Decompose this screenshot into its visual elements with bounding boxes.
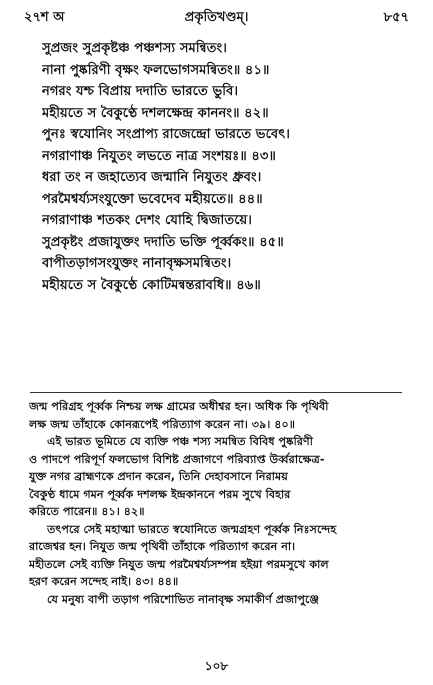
verse-line: নানা পুষ্করিণী বৃক্ষং ফলভোগসমন্বিতং॥ ৪১॥	[42, 62, 270, 78]
commentary-line: করিতে পারেন॥ ৪১। ৪২॥	[29, 505, 145, 518]
page-number: ৮৫৭	[383, 10, 409, 25]
verse-line: ধরা তং ন জহাত্যেব জন্মানি নিযুতং ধ্রুবং।	[42, 170, 262, 185]
verse-line: মহীয়তে স বৈকুণ্ঠে দশলক্ষেন্দ্র কাননং॥ ৪২॥	[42, 105, 269, 121]
book-title: প্রকৃতিখণ্ডম্।	[184, 10, 249, 25]
sanskrit-verses	[42, 38, 417, 296]
commentary-line: হরণ করেন সন্দেহ নাই। ৪৩। ৪৪॥	[29, 575, 179, 588]
verse-line: পরমৈশ্বর্য্যসংযুক্তো ভবেদেব মহীয়তে॥ ৪৪॥	[42, 191, 263, 207]
page-header	[24, 8, 409, 28]
verse-line: নগরাণাঞ্চ শতকং দেশং যোহি দ্বিজাতয়ে।	[42, 213, 253, 228]
verse-line: সুপ্রজং সুপ্রকৃষ্টঞ্চ পঞ্চশস্য সমন্বিতং।	[42, 41, 227, 56]
commentary-line: যে মনুষ্য বাপী তড়াগ পরিশোভিত নানাবৃক্ষ সমাকীর্ণ প্রজাপুঞ্জে	[47, 592, 320, 606]
commentary-line: তৎপরে সেই মহাত্মা ভারতে স্বযোনিতে জন্মগ্রহণ পূর্ব্বক নিঃসন্দেহ	[47, 522, 337, 536]
commentary-line: লক্ষ জন্ম তাঁহাকে কোনরূপেই পরিত্যাগ করেন না। ৩৯। ৪০॥	[29, 417, 296, 431]
commentary-line: এই ভারত ভূমিতে যে ব্যক্তি পঞ্চ শস্য সমন্বিত বিবিধ পুষ্করিণী	[47, 435, 313, 448]
signature-mark: ১০৮	[204, 659, 229, 673]
verse-line: নগরং যশ্চ বিপ্রায় দদাতি ভারতে ভুবি।	[42, 84, 239, 99]
commentary-line: জন্ম পরিগ্রহ পূর্ব্বক নিশ্চয় লক্ষ গ্রামের অধীশ্বর হন। অধিক কি পৃথিবী	[29, 400, 329, 413]
commentary-line: ও পাদপে পরিপূর্ণ ফলভোগ বিশিষ্ট প্রজাগণে পরিব্যাপ্ত উর্ব্বরাক্ষেত্র-	[29, 452, 325, 466]
commentary-line: মহীতলে সেই ব্যক্তি নিযুত জন্ম পরমৈশ্বর্য্যসম্পন্ন হইয়া পরমসুখে কাল	[29, 557, 329, 571]
verse-line: মহীয়তে স বৈকুণ্ঠে কোটিমন্বন্তরাবধি॥ ৪৬॥	[42, 277, 261, 293]
verse-line: পুনঃ স্বযোনিং সংপ্রাপ্য রাজেন্দ্রো ভারতে ভবেৎ।	[42, 127, 291, 142]
chapter-label: ২৭শ অ	[24, 10, 65, 25]
commentary-line: রাজেশ্বর হন। নিযুত জন্ম পৃথিবী তাঁহাকে পরিত্যাগ করেন না।	[29, 540, 296, 553]
verse-line: বাপীতড়াগসংযুক্তং নানাবৃক্ষসমন্বিতং।	[42, 256, 232, 271]
bengali-commentary	[29, 398, 421, 608]
section-divider	[30, 392, 402, 393]
commentary-line: বৈকুণ্ঠ ধামে গমন পূর্ব্বক দশলক্ষ ইন্দ্রকাননে পরম সুখে বিহার	[29, 487, 291, 501]
verse-line: সুপ্রকৃষ্টং প্রজাযুক্তং দদাতি ভক্তি পূর্ব্বকং॥ ৪৫॥	[42, 234, 284, 250]
commentary-line: যুক্ত নগর ব্রাহ্মণকে প্রদান করেন, তিনি দেহাবসানে নিরাময়	[29, 470, 288, 483]
verse-line: নগরাণাঞ্চ নিযুতং লভতে নাত্র সংশয়ঃ॥ ৪৩॥	[42, 148, 276, 164]
